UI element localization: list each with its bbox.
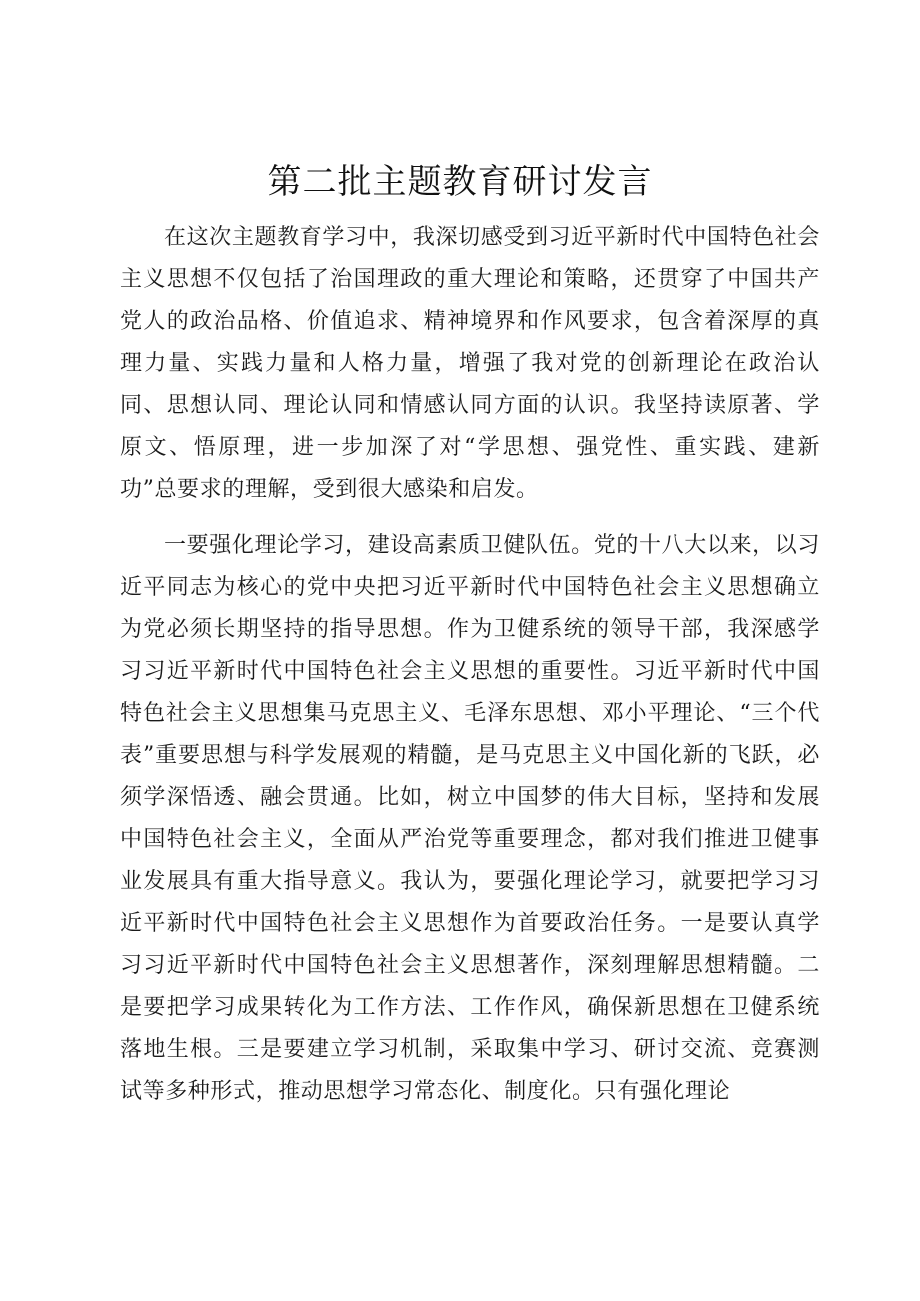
paragraph-intro: 在这次主题教育学习中，我深切感受到习近平新时代中国特色社会主义思想不仅包括了治国理政的重大理论和策略，还贯穿了中国共产党人的政治品格、价值追求、精神境界和作风要求，包含着深厚的真理力量、实践力量和人格力量，增强了我对党的创新理论在政治认同、思想认同、理论认同和情感认同方面的认识。我坚持读原著、学原文、悟原理，进一步加深了对“学思想、强党性、重实践、建新功”总要求的理解，受到很大感染和启发。 xyxy=(120,225,820,502)
document-title: 第二批主题教育研讨发言 xyxy=(267,162,653,202)
paragraph-theory-study: 一要强化理论学习，建设高素质卫健队伍。党的十八大以来，以习近平同志为核心的党中央把习近平新时代中国特色社会主义思想确立为党必须长期坚持的指导思想。作为卫健系统的领导干部，我深感学习习近平新时代中国特色社会主义思想的重要性。习近平新时代中国特色社会主义思想集马克思主义、毛泽东思想、邓小平理论、“三个代表”重要思想与科学发展观的精髓，是马克思主义中国化新的飞跃，必须学深悟透、融会贯通。比如，树立中国梦的伟大目标，坚持和发展中国特色社会主义，全面从严治党等重要理念，都对我们推进卫健事业发展具有重大指导意义。我认为，要强化理论学习，就要把学习习近平新时代中国特色社会主义思想作为首要政治任务。一是要认真学习习近平新时代中国特色社会主义思想著作，深刻理解思想精髓。二是要把学习成果转化为工作方法、工作作风，确保新思想在卫健系统落地生根。三是要建立学习机制，采取集中学习、研讨交流、竞赛测试等多种形式，推动思想学习常态化、制度化。只有强化理论 xyxy=(120,533,820,1104)
document-body xyxy=(120,217,820,1113)
